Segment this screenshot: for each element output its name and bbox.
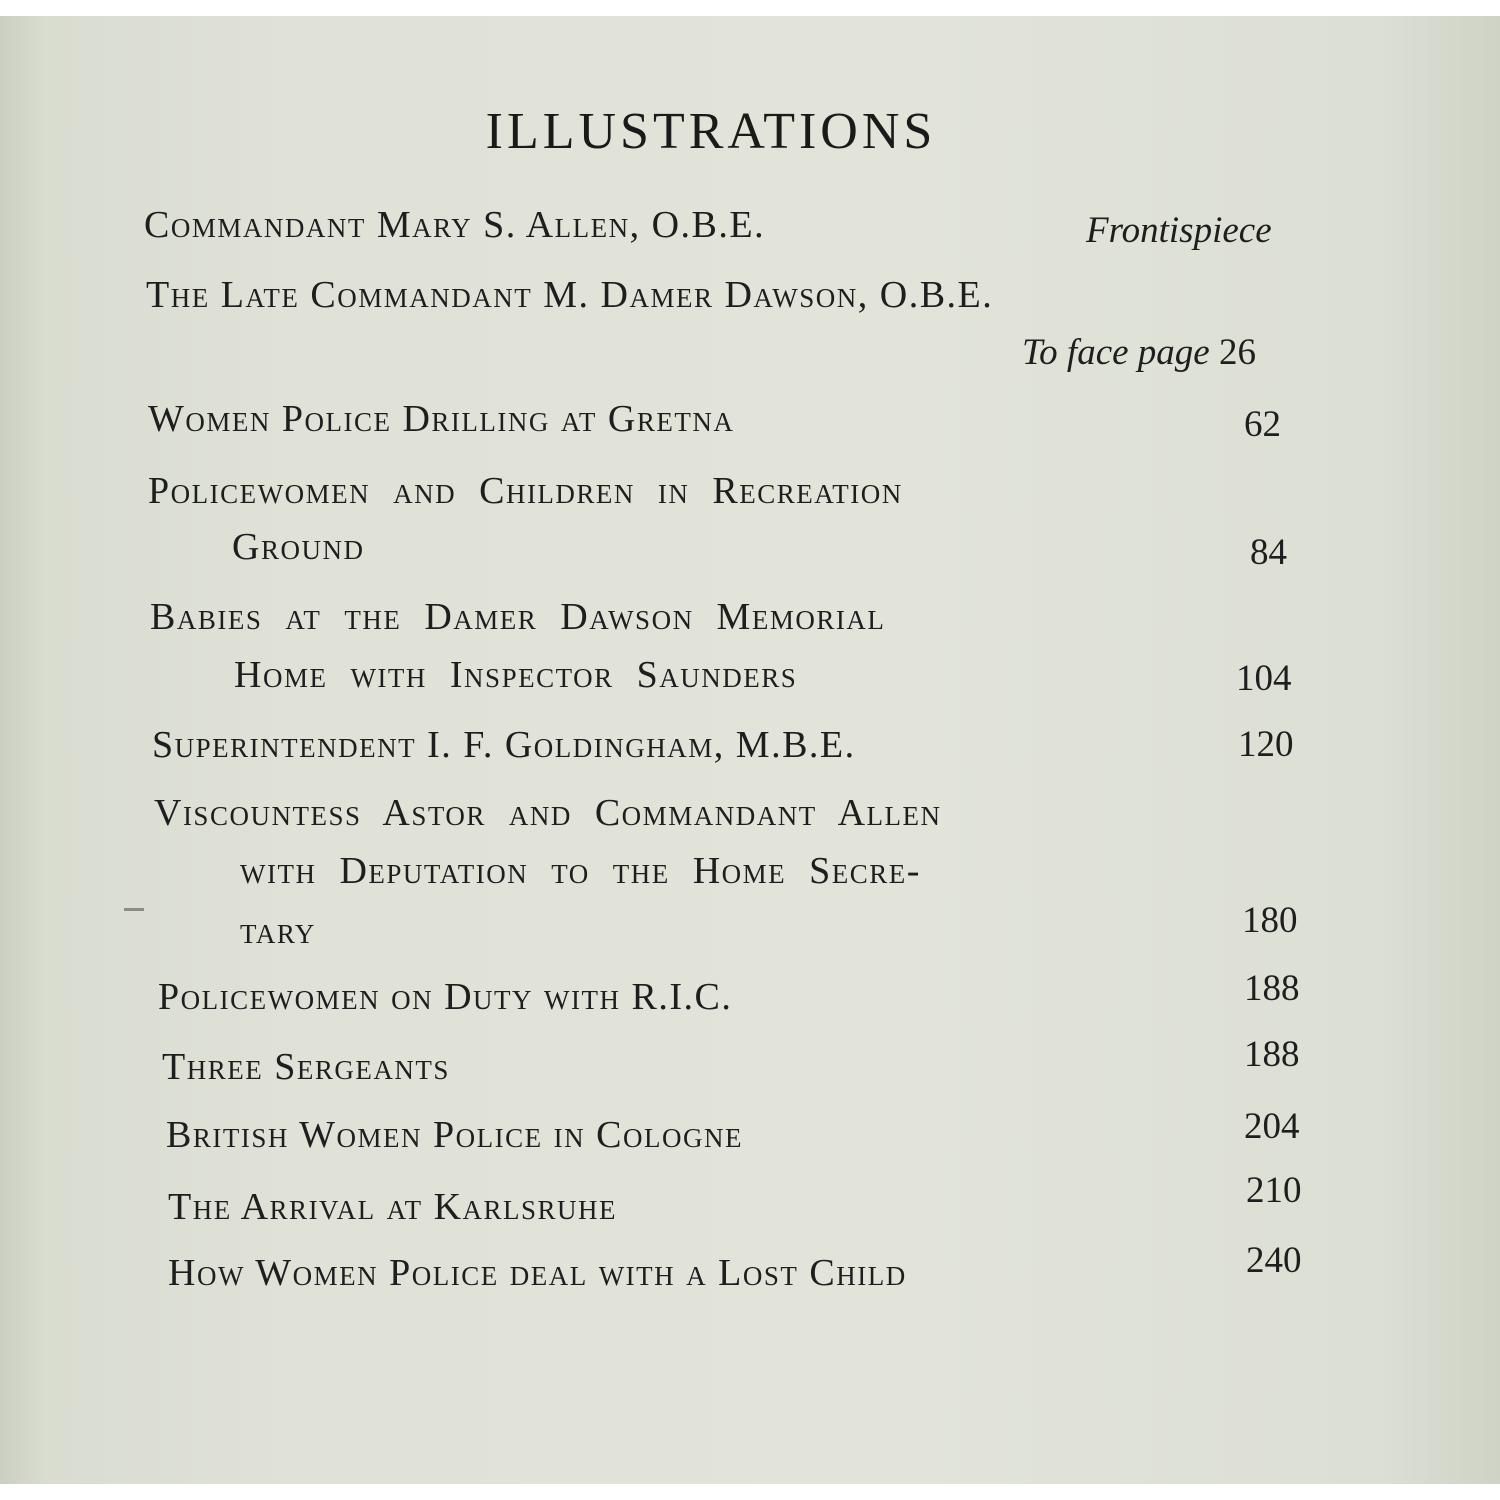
entry-title: Women Police Drilling at Gretna	[148, 398, 735, 440]
entry-page: 188	[1244, 1034, 1300, 1075]
book-page	[0, 16, 1500, 1484]
entry-title: The Arrival at Karlsruhe	[168, 1186, 618, 1228]
margin-mark	[124, 908, 144, 911]
entry-title: How Women Police deal with a Lost Child	[168, 1252, 907, 1294]
entry-page: 104	[1236, 658, 1292, 699]
entry-page: 240	[1246, 1240, 1302, 1281]
entry-page: 180	[1242, 900, 1298, 941]
entry-title: Three Sergeants	[162, 1046, 450, 1088]
entry-title-continuation: Home with Inspector Saunders	[234, 654, 798, 696]
entry-title-continuation: Ground	[232, 526, 365, 568]
entry-title: Babies at the Damer Dawson Memorial	[150, 596, 886, 638]
entry-page: 62	[1244, 404, 1281, 445]
entry-title: British Women Police in Cologne	[166, 1114, 743, 1156]
page-heading: ILLUSTRATIONS	[485, 103, 937, 160]
entry-title: Viscountess Astor and Commandant Allen	[154, 792, 942, 834]
entry-page-line	[1022, 334, 1256, 371]
entry-title: Policewomen and Children in Recreation	[148, 470, 903, 512]
entry-page-prefix: To face page	[1022, 332, 1210, 373]
entry-page: 204	[1244, 1106, 1300, 1147]
entry-page: 188	[1244, 968, 1300, 1009]
entry-page: 26	[1218, 332, 1256, 373]
entry-page: 210	[1246, 1170, 1302, 1211]
entry-page: 120	[1238, 724, 1294, 765]
entry-page: 84	[1250, 532, 1287, 573]
entry-title: Superintendent I. F. Goldingham, M.B.E.	[152, 724, 856, 766]
entry-title: Commandant Mary S. Allen, O.B.E.	[144, 204, 766, 246]
entry-title-continuation: tary	[240, 910, 316, 952]
entry-title: The Late Commandant M. Damer Dawson, O.B.E.	[146, 274, 994, 316]
entry-title: Policewomen on Duty with R.I.C.	[158, 976, 733, 1018]
entry-title-continuation: with Deputation to the Home Secre-	[240, 850, 921, 892]
entry-page: Frontispiece	[1086, 210, 1272, 251]
